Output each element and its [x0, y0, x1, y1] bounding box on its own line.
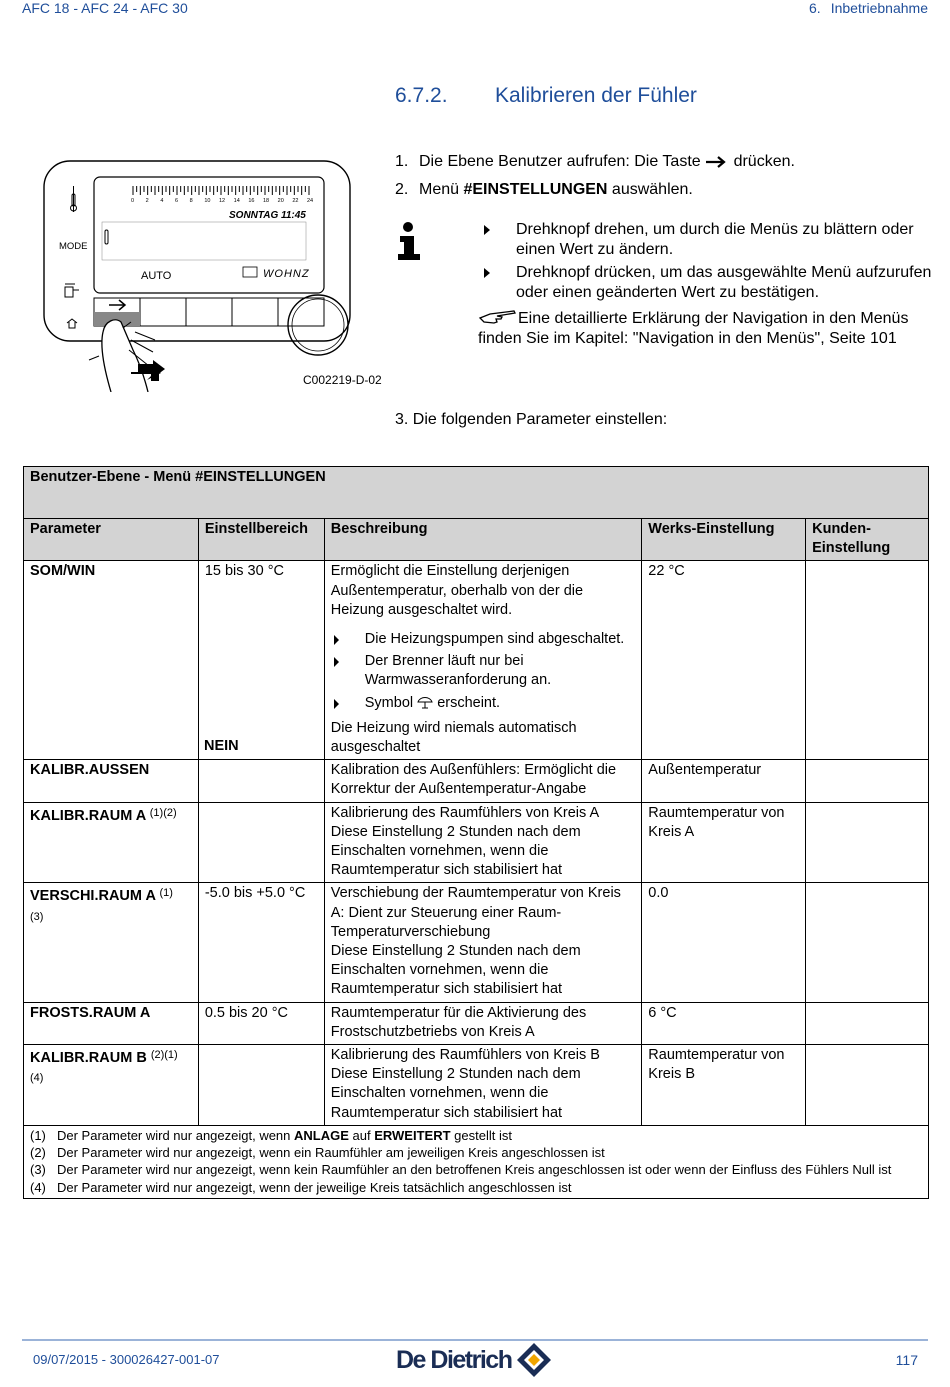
column-header: Parameter	[24, 519, 199, 561]
scale-tick-label: 2	[145, 198, 149, 204]
scale-tick-label: 24	[307, 198, 314, 204]
param-label: KALIBR.RAUM A	[30, 807, 146, 824]
footnote	[30, 1144, 922, 1161]
table-header-row	[24, 519, 929, 561]
footnote-ref: (2)(1)	[150, 1049, 178, 1062]
bullet-text: erscheint.	[437, 694, 501, 711]
footnote-ref: (3)	[30, 910, 44, 923]
section-number: 6.7.2.	[395, 84, 448, 107]
param-description	[324, 883, 642, 1002]
table-row	[24, 883, 929, 1002]
reference-text[interactable]: Eine detaillierte Erklärung der Navigation in den Menüs finden Sie im Kapitel: "Navigation in den Menüs", Seite 101	[478, 310, 909, 347]
nein-option: NEIN	[204, 738, 239, 754]
param-range	[198, 802, 324, 883]
param-default: 6 °C	[642, 1002, 806, 1044]
description-bullet	[331, 694, 636, 713]
hint-bullet	[478, 220, 938, 259]
param-customer	[806, 561, 929, 760]
scale-tick-label: 12	[219, 198, 226, 204]
param-name	[24, 802, 199, 883]
description-text: Diese Einstellung 2 Stunden nach dem Einschalten vornehmen, wenn die Raumtemperatur sich stabilisiert hat	[330, 1066, 581, 1121]
param-name: SOM/WIN	[24, 561, 199, 760]
param-default: 22 °C	[642, 561, 806, 760]
description-text: Diese Einstellung 2 Stunden nach dem Einschalten vornehmen, wenn die Raumtemperatur sich stabilisiert hat	[330, 943, 581, 998]
table-row	[24, 1045, 929, 1126]
scale-tick-label: 8	[189, 198, 193, 204]
step-1	[395, 152, 935, 171]
param-range	[198, 1045, 324, 1126]
description-bullet	[331, 652, 636, 690]
scale-tick-label: 4	[160, 198, 164, 204]
column-header: Werks-Einstellung	[642, 519, 806, 561]
bullet-text: Die Heizungspumpen sind abgeschaltet.	[364, 631, 625, 648]
footnotes-row	[24, 1125, 929, 1198]
footnotes	[24, 1125, 929, 1198]
footnote-text: auf	[348, 1127, 375, 1143]
param-description	[324, 802, 642, 883]
param-description: Raumtemperatur für die Aktivierung des Frostschutzbetriebs von Kreis A	[324, 1002, 642, 1044]
footnote-text: Der Parameter wird nur angezeigt, wenn ein Raumfühler am jeweiligen Kreis angeschlossen ist	[57, 1145, 605, 1161]
instruction-steps	[395, 152, 935, 208]
param-customer	[806, 760, 929, 802]
param-customer	[806, 883, 929, 1002]
chapter-title: Inbetriebnahme	[830, 0, 928, 16]
footnote	[30, 1161, 922, 1178]
scale-tick-label: 0	[131, 198, 135, 204]
running-header-right	[809, 0, 928, 16]
step-number: 3.	[395, 411, 409, 428]
table-row	[24, 760, 929, 802]
hint-text: Drehknopf drehen, um durch die Menüs zu blättern oder einen Wert zu ändern.	[516, 221, 914, 258]
cross-reference	[478, 306, 938, 348]
footnote-ref: (1)(2)	[149, 806, 177, 819]
footer-rule	[22, 1339, 928, 1341]
footnote	[30, 1179, 922, 1196]
description-text: Kalibrierung des Raumfühlers von Kreis A	[330, 804, 600, 821]
footnote-text: gestellt ist	[450, 1127, 512, 1143]
param-label: KALIBR.RAUM B	[30, 1050, 147, 1067]
param-default: Raumtemperatur von Kreis A	[642, 802, 806, 883]
param-description	[324, 1045, 642, 1126]
hint-bullet	[478, 263, 938, 302]
param-customer	[806, 802, 929, 883]
param-customer	[806, 1002, 929, 1044]
param-range: 0.5 bis 20 °C	[198, 1002, 324, 1044]
step-number: 1.	[395, 153, 409, 170]
figure-caption: C002219-D-02	[303, 373, 382, 387]
description-text: Ermöglicht die Einstellung derjenigen Außentemperatur, oberhalb von der die Heizung ausgeschaltet wird.	[330, 563, 584, 618]
table-title-row	[24, 467, 929, 519]
column-header: Beschreibung	[324, 519, 642, 561]
param-range: -5.0 bis +5.0 °C	[198, 883, 324, 1002]
param-range	[198, 760, 324, 802]
device-auto-label: AUTO	[141, 270, 172, 282]
description-bullet	[331, 630, 636, 649]
footnote-number: (3)	[30, 1162, 46, 1178]
step-text: drücken.	[733, 153, 795, 170]
param-default: 0.0	[642, 883, 806, 1002]
arrow-key-icon	[705, 156, 729, 168]
param-description	[324, 561, 642, 718]
scale-tick-label: 6	[175, 198, 179, 204]
device-mode-label: MODE	[59, 241, 88, 252]
description-text: Verschiebung der Raumtemperatur von Kreis A: Dient zur Steuerung einer Raum-Temperaturverschiebung	[330, 885, 621, 940]
description-text: Kalibrierung des Raumfühlers von Kreis B	[330, 1047, 600, 1064]
param-name: KALIBR.AUSSEN	[24, 760, 199, 802]
description-text: Diese Einstellung 2 Stunden nach dem Einschalten vornehmen, wenn die Raumtemperatur sich stabilisiert hat	[330, 823, 581, 879]
table-title: Benutzer-Ebene - Menü #EINSTELLUNGEN	[24, 467, 929, 519]
column-header: Kunden-Einstellung	[806, 519, 929, 561]
footnote-ref: (1)	[159, 887, 173, 900]
section-heading: Kalibrieren der Fühler	[495, 84, 697, 107]
step-2	[395, 180, 935, 199]
bullet-text: Symbol	[364, 694, 414, 711]
scale-tick-label: 16	[248, 198, 255, 204]
footer-doc-ref: 09/07/2015 - 300026427-001-07	[33, 1352, 220, 1367]
footnote-text: Der Parameter wird nur angezeigt, wenn kein Raumfühler an den betroffenen Kreis angeschlossen ist oder wenn der Einfluss des Fühlers Null ist	[57, 1162, 892, 1178]
brand-name: De Dietrich	[396, 1346, 512, 1374]
footnote-ref: (4)	[30, 1072, 44, 1085]
param-default: Außentemperatur	[642, 760, 806, 802]
summer-parasol-icon	[417, 695, 433, 709]
step-text: auswählen.	[607, 181, 693, 198]
device-wohnz-label: WOHNZ	[263, 268, 310, 280]
bullet-triangle-icon	[334, 699, 339, 709]
footnote-text: Der Parameter wird nur angezeigt, wenn	[57, 1127, 295, 1143]
info-icon	[396, 222, 424, 260]
param-label: VERSCHI.RAUM A	[30, 888, 156, 905]
scale-tick-label: 18	[263, 198, 270, 204]
param-name	[24, 1045, 199, 1126]
scale-tick-label: 10	[204, 198, 211, 204]
param-name: FROSTS.RAUM A	[24, 1002, 199, 1044]
scale-tick-label: 14	[233, 198, 240, 204]
page-number: 117	[895, 1352, 918, 1368]
param-name	[24, 883, 199, 1002]
brand-logo	[396, 1342, 556, 1378]
footnote-keyword: ANLAGE	[294, 1127, 349, 1143]
parameter-table	[23, 466, 929, 1199]
table-row	[24, 1002, 929, 1044]
device-day-time: SONNTAG 11:45	[229, 210, 306, 221]
step-3	[395, 411, 667, 429]
param-customer	[806, 1045, 929, 1126]
table-row	[24, 561, 929, 718]
pointing-hand-icon	[478, 306, 518, 326]
scale-tick-label: 22	[292, 198, 299, 204]
footnote-number: (2)	[30, 1145, 46, 1161]
chapter-number: 6.	[809, 0, 821, 16]
footnote-number: (1)	[30, 1127, 46, 1143]
bullet-triangle-icon	[484, 268, 490, 278]
table-row	[24, 802, 929, 883]
navigation-hints	[478, 220, 938, 348]
bullet-triangle-icon	[484, 225, 490, 235]
running-header-left: AFC 18 - AFC 24 - AFC 30	[22, 0, 188, 16]
scale-tick-label: 20	[277, 198, 284, 204]
step-text: Menü	[419, 181, 464, 198]
step-text: Die Ebene Benutzer aufrufen: Die Taste	[419, 153, 701, 170]
param-range: 15 bis 30 °C	[198, 561, 324, 760]
param-description: Kalibration des Außenfühlers: Ermöglicht die Korrektur der Außentemperatur-Angabe	[324, 760, 642, 802]
bullet-triangle-icon	[334, 657, 339, 667]
menu-name: #EINSTELLUNGEN	[463, 181, 608, 198]
param-default: Raumtemperatur von Kreis B	[642, 1045, 806, 1126]
step-text: Die folgenden Parameter einstellen:	[412, 411, 668, 428]
column-header: Einstellbereich	[198, 519, 324, 561]
brand-diamond-icon	[516, 1342, 552, 1378]
section-title	[395, 84, 697, 108]
footnote-keyword: ERWEITERT	[374, 1127, 451, 1143]
step-number: 2.	[395, 181, 409, 198]
control-panel-illustration	[43, 160, 373, 392]
footnote-text: Der Parameter wird nur angezeigt, wenn der jeweilige Kreis tatsächlich angeschlossen ist	[57, 1179, 572, 1195]
bullet-text: Der Brenner läuft nur bei Warmwasseranforderung an.	[364, 653, 552, 689]
hint-text: Drehknopf drücken, um das ausgewählte Menü aufzurufen oder einen geänderten Wert zu bestätigen.	[516, 264, 932, 301]
param-description: Die Heizung wird niemals automatisch ausgeschaltet	[324, 718, 642, 760]
footnote-number: (4)	[30, 1179, 46, 1195]
bullet-triangle-icon	[334, 635, 339, 645]
footnote	[30, 1127, 922, 1144]
